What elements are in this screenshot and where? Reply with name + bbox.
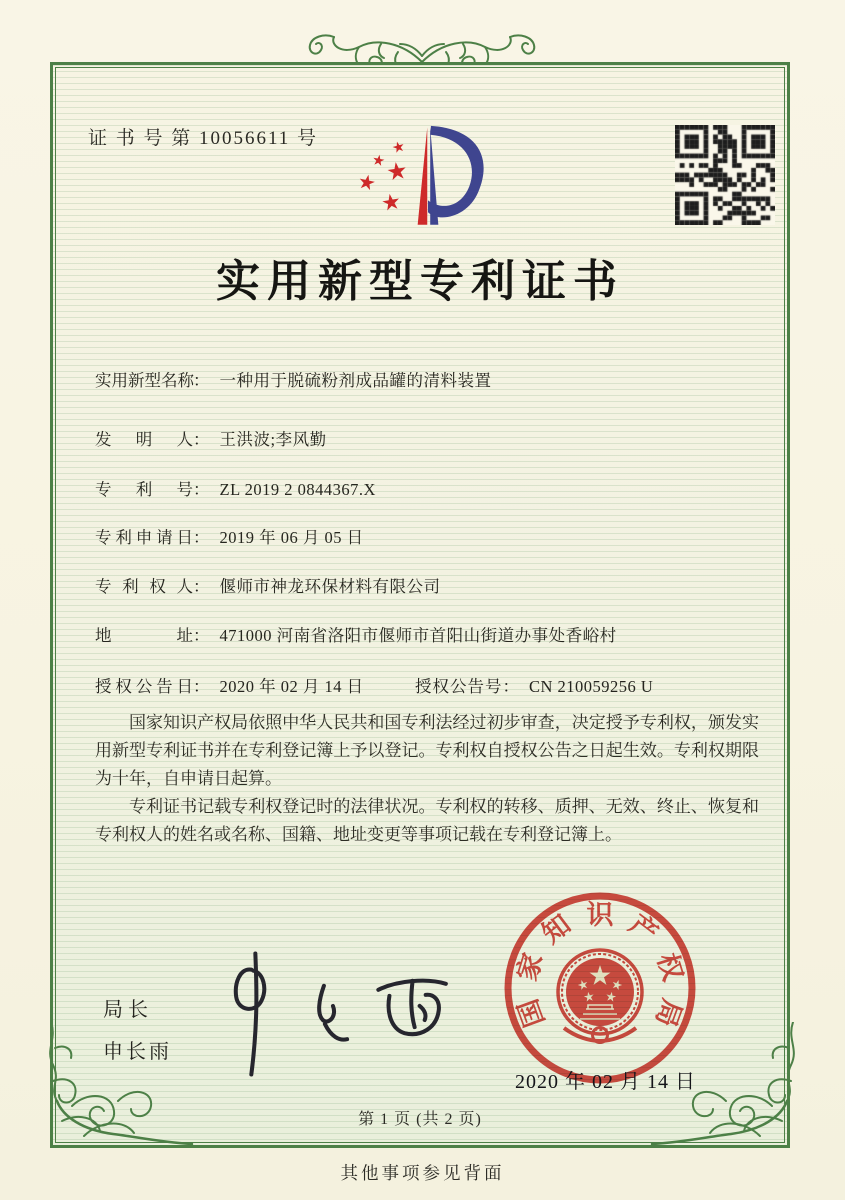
field-row-address [95, 622, 617, 646]
field-row-name [95, 367, 492, 391]
legal-paragraph-2: 专利证书记载专利权登记时的法律状况。专利权的转移、质押、无效、终止、恢复和专利权人的姓名或名称、国籍、地址变更等事项记载在专利登记簿上。 [95, 797, 759, 844]
svg-text:国: 国 [512, 995, 551, 1031]
certificate-number: 证 书 号 第 10056611 号 [88, 128, 319, 149]
grant-date-value: 2020 年 02 月 14 日 [219, 677, 364, 696]
field-label: 专利权人 [95, 577, 193, 596]
cnipa-logo [352, 120, 504, 238]
field-value: 2019 年 06 月 05 日 [219, 528, 364, 547]
logo-red-wedge [418, 127, 428, 224]
back-note: 其他事项参见背面 [340, 1163, 505, 1183]
field-row-patentee [95, 573, 441, 597]
field-value: 偃师市神龙环保材料有限公司 [219, 577, 441, 596]
page-number: 第 1 页 (共 2 页) [358, 1111, 482, 1128]
field-colon: ： [502, 677, 519, 696]
corner-flourish-right [650, 1022, 802, 1154]
field-colon: ： [193, 480, 210, 499]
field-colon: ： [193, 577, 210, 596]
field-value: ZL 2019 2 0844367.X [219, 480, 376, 499]
field-label: 实用新型名称 [95, 371, 194, 390]
director-title: 局长 [103, 999, 153, 1021]
field-row-filing-date [95, 524, 364, 548]
svg-text:权: 权 [651, 949, 689, 985]
grant-row [95, 673, 654, 697]
qr-code [675, 125, 775, 225]
logo-blue-wedge [430, 127, 438, 224]
field-row-inventor [95, 426, 327, 450]
svg-text:识: 识 [586, 900, 614, 930]
director-signature [211, 947, 463, 1079]
svg-text:局: 局 [649, 995, 688, 1031]
corner-flourish-left [42, 1022, 194, 1154]
seal-emblem [558, 950, 642, 1043]
field-label: 专利号 [95, 480, 193, 499]
field-label: 地址 [95, 626, 193, 645]
certificate-title: 实用新型专利证书 [216, 257, 624, 306]
field-colon: ： [193, 528, 210, 547]
field-value: 一种用于脱硫粉剂成品罐的清料装置 [219, 371, 492, 390]
svg-text:家: 家 [511, 949, 549, 985]
grant-number-group [415, 673, 653, 697]
legal-paragraph-1: 国家知识产权局依照中华人民共和国专利法经过初步审查，决定授予专利权，颁发实用新型专利证书并在专利登记簿上予以登记。专利权自授权公告之日起生效。专利权期限为十年，自申请日起算。 [95, 713, 759, 788]
field-row-patent-number [95, 476, 376, 500]
grant-date-label: 授权公告日 [95, 677, 193, 696]
certificate-frame [50, 62, 790, 1148]
grant-number-label: 授权公告号 [415, 677, 503, 696]
logo-stars [358, 140, 407, 211]
field-colon: ： [193, 430, 210, 449]
field-value: 王洪波;李风勤 [219, 430, 327, 449]
field-value: 471000 河南省洛阳市偃师市首阳山街道办事处香峪村 [219, 626, 617, 645]
field-label: 发明人 [95, 430, 193, 449]
field-colon: ： [193, 626, 210, 645]
svg-text:产: 产 [623, 908, 664, 950]
field-label: 专利申请日 [95, 528, 193, 547]
grant-number-value: CN 210059256 U [529, 677, 654, 696]
legal-paragraphs [95, 709, 759, 849]
field-colon: ： [193, 371, 210, 390]
seal-date: 2020 年 02 月 14 日 [515, 1071, 696, 1093]
director-name: 申长雨 [103, 1041, 172, 1063]
field-colon: ： [193, 677, 210, 696]
svg-text:知: 知 [536, 908, 577, 950]
